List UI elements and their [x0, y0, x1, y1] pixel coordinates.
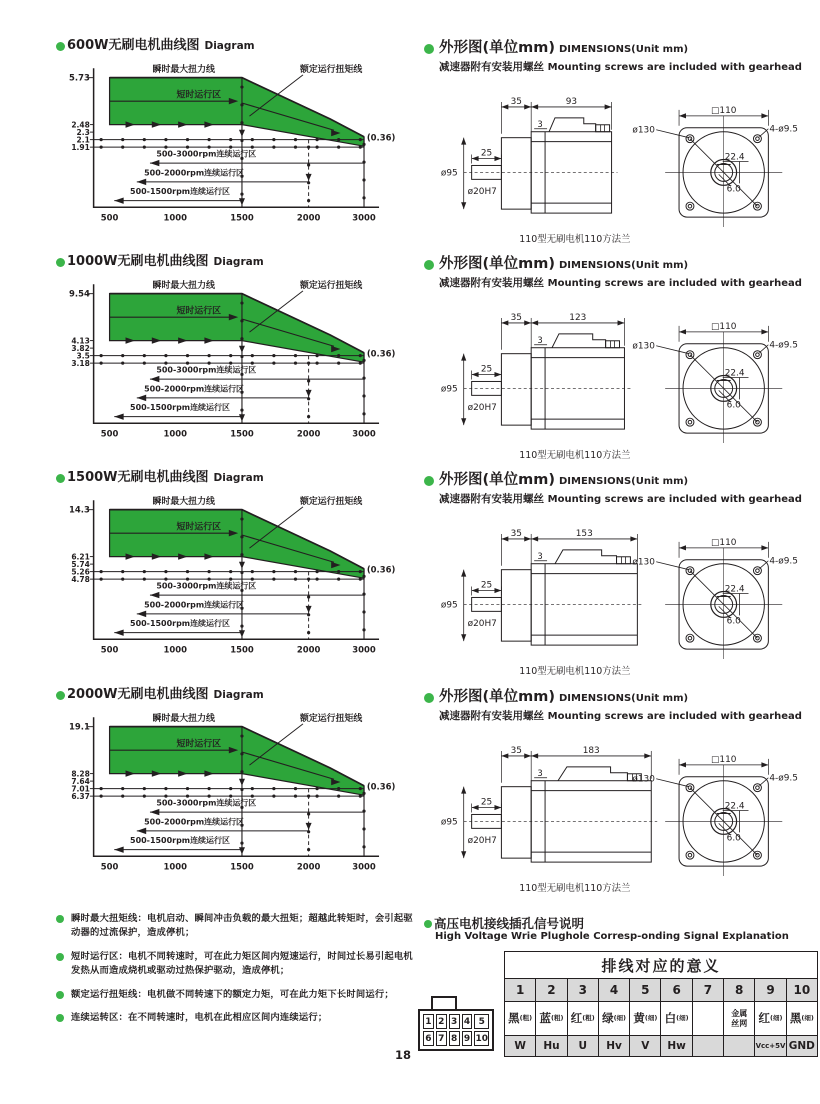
svg-text:3000: 3000: [352, 428, 376, 439]
svg-text:22.4: 22.4: [724, 152, 745, 163]
svg-text:2000: 2000: [296, 212, 321, 223]
svg-text:25: 25: [480, 364, 493, 375]
svg-text:4-ø9.5: 4-ø9.5: [769, 773, 798, 784]
svg-text:1500: 1500: [230, 428, 254, 439]
chart-title-en: Diagram: [204, 40, 255, 52]
wiring-title: [424, 916, 818, 931]
svg-text:35: 35: [510, 96, 522, 107]
torque-chart-600w: [56, 57, 396, 226]
dim-subtitle: [439, 708, 818, 723]
svg-text:25: 25: [480, 580, 493, 591]
svg-text:3.5: 3.5: [76, 351, 90, 361]
svg-text:ø95: ø95: [440, 168, 458, 179]
connector-pin-4: 4: [462, 1014, 473, 1029]
svg-text:500-2000rpm连续运行区: 500-2000rpm连续运行区: [144, 168, 245, 178]
svg-text:500-2000rpm连续运行区: 500-2000rpm连续运行区: [144, 600, 245, 610]
dim-block-1000w: [424, 256, 818, 463]
operating-region: [110, 294, 364, 363]
svg-text:短时运行区: 短时运行区: [176, 90, 222, 101]
svg-text:瞬时最大扭力线: 瞬时最大扭力线: [152, 714, 215, 725]
svg-text:ø130: ø130: [632, 341, 655, 352]
svg-text:(0.36): (0.36): [366, 132, 396, 143]
dimension-drawing-group: [441, 313, 798, 461]
chart-section-title: [56, 470, 406, 486]
dim-subtitle-cn: 减速器附有安装用螺丝: [439, 493, 544, 505]
svg-text:1500: 1500: [230, 644, 254, 655]
svg-text:35: 35: [510, 312, 522, 323]
dim-block-1500w: [424, 472, 818, 679]
wire-color-cell: [692, 1002, 723, 1036]
pin-number-cell: 4: [598, 979, 629, 1002]
chart-section-title: [56, 254, 406, 270]
chart-title-en: Diagram: [213, 472, 264, 484]
dim-subtitle: [439, 275, 818, 290]
svg-text:6.37: 6.37: [71, 791, 90, 801]
svg-text:500-2000rpm连续运行区: 500-2000rpm连续运行区: [144, 817, 245, 827]
svg-text:(0.36): (0.36): [366, 781, 396, 792]
svg-text:3.82: 3.82: [71, 343, 90, 353]
signal-cell: Vcc+5V: [755, 1036, 786, 1057]
pin-number-cell: 1: [505, 979, 536, 1002]
chart-title-cn: 2000W无刷电机曲线图: [67, 687, 209, 702]
wiring-title-cn: 高压电机接线插孔信号说明: [434, 916, 585, 931]
section-1000w: [0, 254, 820, 470]
green-bullet-icon: [56, 953, 64, 961]
note-item: [56, 988, 414, 1002]
svg-text:500: 500: [100, 644, 119, 655]
torque-chart-group: [69, 279, 395, 438]
wiring-title-en: High Voltage Wrie Plughole Corresp-onding Signal Explanation: [435, 931, 789, 942]
connector-pin-8: 8: [449, 1031, 460, 1046]
svg-text:7.64: 7.64: [71, 776, 90, 786]
pin-number-cell: 10: [786, 979, 817, 1002]
connector-pin-7: 7: [436, 1031, 447, 1046]
green-bullet-icon: [56, 991, 64, 999]
svg-text:22.4: 22.4: [724, 368, 745, 379]
svg-text:额定运行扭矩线: 额定运行扭矩线: [299, 497, 363, 508]
svg-text:ø130: ø130: [632, 125, 655, 136]
green-bullet-icon: [424, 476, 434, 486]
svg-text:ø95: ø95: [440, 384, 458, 395]
connector-pin-5: 5: [474, 1014, 489, 1029]
svg-text:35: 35: [510, 745, 522, 756]
wiring-section: [424, 916, 818, 1057]
dimension-drawing-group: [441, 97, 798, 245]
svg-text:3: 3: [537, 334, 543, 345]
svg-text:110型无刷电机110方法兰: 110型无刷电机110方法兰: [519, 882, 631, 894]
connector-pin-1: 1: [423, 1014, 434, 1029]
dim-title-en: DIMENSIONS(Unit mm): [558, 693, 689, 704]
green-bullet-icon: [424, 260, 434, 270]
note-text: 额定运行扭矩线：电机做不同转速下的额定力矩，可在此力矩下长时间运行；: [71, 988, 394, 1000]
mounting-bracket: [552, 334, 606, 348]
green-bullet-icon: [424, 693, 434, 703]
svg-text:2.48: 2.48: [71, 120, 90, 130]
svg-text:4-ø9.5: 4-ø9.5: [769, 340, 798, 351]
wiring-table: [504, 951, 818, 1057]
dim-title-cn: 外形图(单位mm): [439, 40, 555, 56]
green-bullet-icon: [56, 258, 65, 267]
dim-title-cn: 外形图(单位mm): [439, 472, 555, 488]
section-600w: [0, 38, 820, 254]
svg-text:短时运行区: 短时运行区: [176, 739, 222, 750]
svg-text:ø95: ø95: [440, 817, 458, 828]
svg-text:额定运行扭矩线: 额定运行扭矩线: [299, 714, 363, 725]
mounting-bracket: [555, 550, 617, 564]
svg-text:3.18: 3.18: [71, 358, 90, 368]
svg-text:3000: 3000: [352, 212, 376, 223]
svg-text:500: 500: [100, 861, 119, 872]
connector-pin-6: 6: [423, 1031, 434, 1046]
dim-subtitle-en: Mounting screws are included with gearhead: [547, 711, 802, 722]
svg-text:ø130: ø130: [632, 774, 655, 785]
note-text: 瞬时最大扭矩线：电机启动、瞬间冲击负载的最大扭矩；超越此转矩时，会引起驱动器的过流保护，造成停机；: [71, 913, 413, 939]
connector-tab: [431, 996, 457, 1009]
svg-text:额定运行扭矩线: 额定运行扭矩线: [299, 65, 363, 76]
operating-region: [110, 510, 364, 579]
svg-text:4.13: 4.13: [71, 336, 90, 346]
svg-text:6.0: 6.0: [726, 184, 741, 195]
svg-text:500-1500rpm连续运行区: 500-1500rpm连续运行区: [130, 187, 230, 197]
svg-text:500-1500rpm连续运行区: 500-1500rpm连续运行区: [130, 403, 230, 413]
torque-chart-group: [69, 712, 395, 871]
svg-text:□110: □110: [710, 105, 737, 116]
svg-text:2.3: 2.3: [76, 127, 90, 137]
dim-section-title: [424, 256, 818, 274]
wire-color-cell: 红(粗): [567, 1002, 598, 1036]
svg-text:2000: 2000: [296, 644, 321, 655]
signal-cell: Hw: [661, 1036, 692, 1057]
svg-text:8.28: 8.28: [71, 769, 90, 779]
svg-text:3: 3: [537, 550, 543, 561]
dim-subtitle-en: Mounting screws are included with gearhead: [547, 62, 802, 73]
svg-text:ø20H7: ø20H7: [467, 836, 497, 847]
svg-text:短时运行区: 短时运行区: [176, 306, 222, 317]
dimension-drawing-600w: [424, 76, 816, 247]
wire-color-cell: 黄(细): [630, 1002, 661, 1036]
note-item: [56, 1011, 414, 1025]
torque-chart-1500w: [56, 489, 396, 658]
pin-number-cell: 5: [630, 979, 661, 1002]
signal-cell: Hu: [536, 1036, 567, 1057]
dim-section-title: [424, 689, 818, 707]
signal-cell: U: [567, 1036, 598, 1057]
svg-text:3000: 3000: [352, 861, 376, 872]
svg-text:1.91: 1.91: [71, 142, 90, 152]
svg-text:22.4: 22.4: [724, 801, 745, 812]
svg-text:500-2000rpm连续运行区: 500-2000rpm连续运行区: [144, 384, 245, 394]
dim-subtitle-cn: 减速器附有安装用螺丝: [439, 277, 544, 289]
svg-text:瞬时最大扭力线: 瞬时最大扭力线: [152, 281, 215, 292]
dim-subtitle-cn: 减速器附有安装用螺丝: [439, 710, 544, 722]
dim-section-title: [424, 472, 818, 490]
dim-block-600w: [424, 40, 818, 247]
svg-text:7.01: 7.01: [71, 784, 90, 794]
svg-text:1000: 1000: [163, 861, 188, 872]
svg-text:183: 183: [582, 745, 600, 756]
dimension-drawing-group: [441, 529, 798, 677]
svg-text:(0.36): (0.36): [366, 348, 396, 359]
svg-text:ø20H7: ø20H7: [467, 403, 497, 414]
pin-number-cell: 2: [536, 979, 567, 1002]
dim-block-2000w: [424, 689, 818, 896]
wire-color-cell: 白(细): [661, 1002, 692, 1036]
svg-text:5.74: 5.74: [71, 559, 90, 569]
dim-subtitle-cn: 减速器附有安装用螺丝: [439, 61, 544, 73]
svg-text:2000: 2000: [296, 861, 321, 872]
dim-title-cn: 外形图(单位mm): [439, 256, 555, 272]
dimension-drawing-2000w: [424, 725, 816, 896]
svg-text:短时运行区: 短时运行区: [176, 522, 222, 533]
svg-text:500-3000rpm连续运行区: 500-3000rpm连续运行区: [156, 365, 257, 375]
dim-title-en: DIMENSIONS(Unit mm): [558, 44, 689, 55]
svg-text:123: 123: [569, 312, 587, 323]
green-bullet-icon: [424, 44, 434, 54]
operating-region: [110, 727, 364, 796]
svg-text:93: 93: [565, 96, 578, 107]
svg-text:6.0: 6.0: [726, 616, 741, 627]
svg-text:9.54: 9.54: [69, 288, 90, 299]
note-item: [56, 950, 414, 979]
green-bullet-icon: [56, 691, 65, 700]
svg-text:500-1500rpm连续运行区: 500-1500rpm连续运行区: [130, 619, 230, 629]
connector-plug-icon: [418, 996, 494, 1051]
motor-body: [531, 132, 611, 213]
svg-text:1000: 1000: [163, 428, 188, 439]
green-bullet-icon: [56, 474, 65, 483]
svg-text:19.1: 19.1: [69, 721, 90, 732]
dim-section-title: [424, 40, 818, 58]
svg-text:1500: 1500: [230, 212, 254, 223]
svg-text:2000: 2000: [296, 428, 321, 439]
svg-text:3: 3: [537, 767, 543, 778]
svg-text:14.3: 14.3: [69, 504, 90, 515]
green-bullet-icon: [56, 42, 65, 51]
svg-text:153: 153: [575, 528, 593, 539]
pin-number-cell: 8: [724, 979, 755, 1002]
svg-text:□110: □110: [710, 754, 737, 765]
torque-chart-2000w: [56, 706, 396, 875]
svg-text:额定运行扭矩线: 额定运行扭矩线: [299, 281, 363, 292]
pin-number-cell: 6: [661, 979, 692, 1002]
svg-text:□110: □110: [710, 321, 737, 332]
dim-title-en: DIMENSIONS(Unit mm): [558, 260, 689, 271]
pin-number-cell: 9: [755, 979, 786, 1002]
svg-text:500: 500: [100, 428, 119, 439]
wire-color-cell: 红(细): [755, 1002, 786, 1036]
svg-text:500-3000rpm连续运行区: 500-3000rpm连续运行区: [156, 798, 257, 808]
pin-number-cell: 7: [692, 979, 723, 1002]
dimension-drawing-1000w: [424, 292, 816, 463]
svg-text:4-ø9.5: 4-ø9.5: [769, 556, 798, 567]
connector-pin-9: 9: [462, 1031, 473, 1046]
svg-text:5.26: 5.26: [71, 567, 90, 577]
svg-text:6.0: 6.0: [726, 400, 741, 411]
mounting-bracket: [549, 118, 596, 132]
svg-text:3000: 3000: [352, 644, 376, 655]
note-text: 连续运转区：在不同转速时，电机在此相应区间内连续运行；: [71, 1012, 328, 1024]
connector-pin-10: 10: [474, 1031, 489, 1046]
wire-color-cell: 黑(粗): [505, 1002, 536, 1036]
section-2000w: [0, 687, 820, 903]
dim-title-cn: 外形图(单位mm): [439, 689, 555, 705]
connector-pin-3: 3: [449, 1014, 460, 1029]
note-text: 短时运行区：电机不同转速时，可在此力矩区间内短速运行，时间过长易引起电机发热从而造成烧机或驱动过热保护驱动，造成停机；: [71, 950, 413, 977]
operating-region: [110, 78, 364, 147]
dimension-drawing-group: [441, 746, 798, 894]
chart-title-cn: 1000W无刷电机曲线图: [67, 254, 209, 269]
chart-section-title: [56, 687, 406, 703]
svg-text:(0.36): (0.36): [366, 564, 396, 575]
signal-cell: Hv: [598, 1036, 629, 1057]
torque-chart-group: [69, 495, 395, 654]
wire-color-cell: 黑(细): [786, 1002, 817, 1036]
dim-subtitle: [439, 491, 818, 506]
chart-title-cn: 600W无刷电机曲线图: [67, 38, 200, 53]
dimension-drawing-1500w: [424, 508, 816, 679]
svg-text:35: 35: [510, 528, 522, 539]
svg-text:1000: 1000: [163, 212, 188, 223]
svg-text:500: 500: [100, 212, 119, 223]
green-bullet-icon: [56, 915, 64, 923]
dim-subtitle: [439, 59, 818, 74]
svg-text:500-3000rpm连续运行区: 500-3000rpm连续运行区: [156, 149, 257, 159]
pin-number-cell: 3: [567, 979, 598, 1002]
chart-title-en: Diagram: [213, 689, 264, 701]
svg-text:ø95: ø95: [440, 600, 458, 611]
torque-chart-1000w: [56, 273, 396, 442]
svg-text:6.21: 6.21: [71, 552, 90, 562]
svg-text:3: 3: [537, 118, 543, 129]
svg-text:500-1500rpm连续运行区: 500-1500rpm连续运行区: [130, 836, 230, 846]
wire-color-cell: 金属 丝网: [724, 1002, 755, 1036]
svg-text:6.0: 6.0: [726, 833, 741, 844]
wire-color-cell: 绿(细): [598, 1002, 629, 1036]
wiring-table-title: 排线对应的意义: [505, 952, 818, 979]
section-1500w: [0, 470, 820, 686]
dim-subtitle-en: Mounting screws are included with gearhead: [547, 494, 802, 505]
svg-text:瞬时最大扭力线: 瞬时最大扭力线: [152, 497, 215, 508]
torque-chart-group: [69, 63, 395, 222]
chart-block-1500w: [56, 470, 406, 658]
svg-text:25: 25: [480, 797, 493, 808]
svg-text:瞬时最大扭力线: 瞬时最大扭力线: [152, 65, 215, 76]
dim-subtitle-en: Mounting screws are included with gearhead: [547, 278, 802, 289]
signal-cell: GND: [786, 1036, 817, 1057]
svg-text:110型无刷电机110方法兰: 110型无刷电机110方法兰: [519, 233, 631, 245]
svg-text:1000: 1000: [163, 644, 188, 655]
svg-text:500-3000rpm连续运行区: 500-3000rpm连续运行区: [156, 581, 257, 591]
chart-title-en: Diagram: [213, 256, 264, 268]
page-number: 18: [394, 1048, 411, 1062]
signal-cell: W: [505, 1036, 536, 1057]
svg-text:ø20H7: ø20H7: [467, 187, 497, 198]
connector-pin-2: 2: [436, 1014, 447, 1029]
svg-text:25: 25: [480, 148, 493, 159]
mounting-bracket: [558, 767, 627, 781]
note-item: [56, 912, 414, 941]
chart-block-1000w: [56, 254, 406, 442]
svg-text:□110: □110: [710, 537, 737, 548]
legend-notes: [56, 912, 414, 1034]
svg-text:22.4: 22.4: [724, 584, 745, 595]
dim-title-en: DIMENSIONS(Unit mm): [558, 476, 689, 487]
chart-section-title: [56, 38, 406, 54]
green-bullet-icon: [56, 1014, 64, 1022]
signal-cell: V: [630, 1036, 661, 1057]
svg-text:1500: 1500: [230, 861, 254, 872]
chart-block-600w: [56, 38, 406, 226]
svg-text:5.73: 5.73: [69, 72, 90, 83]
svg-text:110型无刷电机110方法兰: 110型无刷电机110方法兰: [519, 665, 631, 677]
wire-color-cell: 蓝(粗): [536, 1002, 567, 1036]
svg-text:4-ø9.5: 4-ø9.5: [769, 124, 798, 135]
svg-text:4.78: 4.78: [71, 574, 90, 584]
svg-text:ø130: ø130: [632, 557, 655, 568]
connector-body: [418, 1009, 494, 1051]
chart-title-cn: 1500W无刷电机曲线图: [67, 470, 209, 485]
svg-text:ø20H7: ø20H7: [467, 619, 497, 630]
svg-text:110型无刷电机110方法兰: 110型无刷电机110方法兰: [519, 449, 631, 461]
chart-block-2000w: [56, 687, 406, 875]
svg-text:2.1: 2.1: [76, 135, 90, 145]
green-bullet-icon: [424, 920, 432, 928]
wiring-content: [424, 951, 818, 1057]
